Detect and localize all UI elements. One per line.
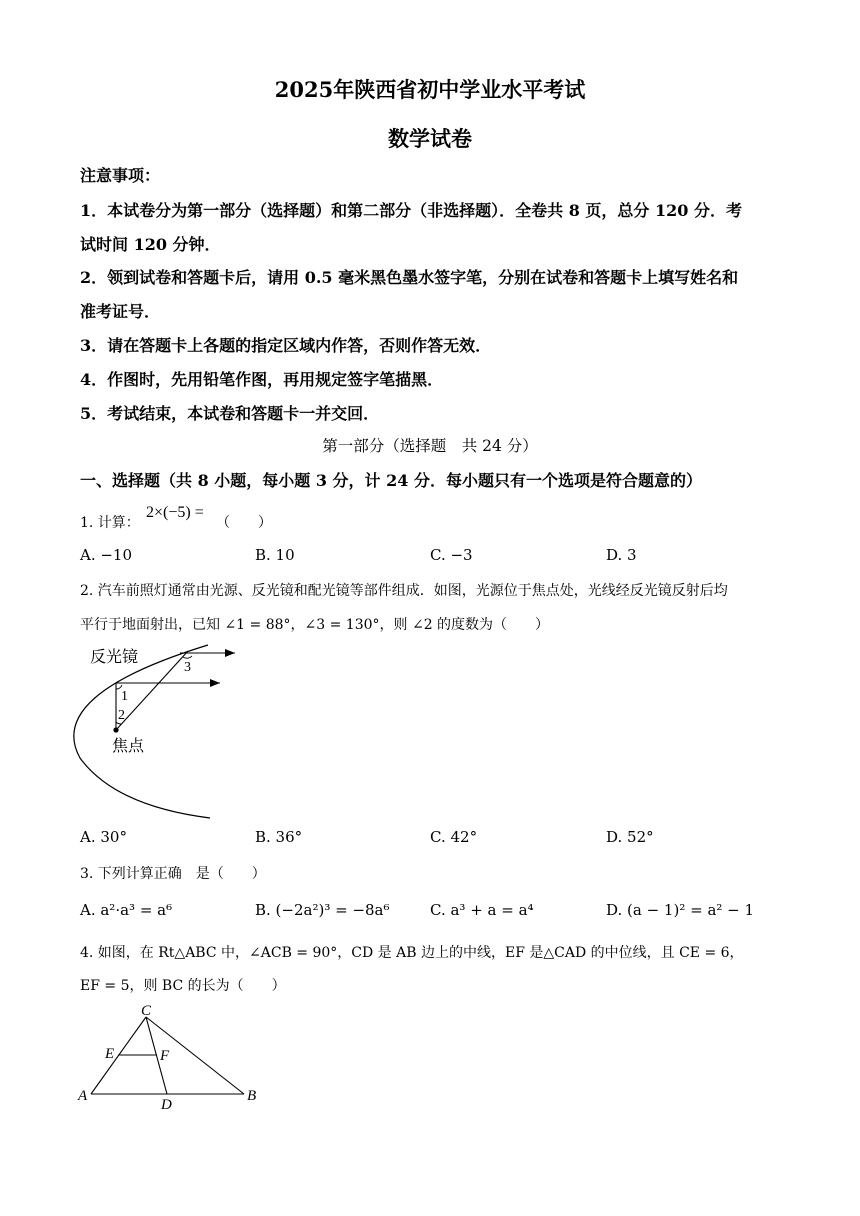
- triangle-figure: [70, 1000, 270, 1115]
- vertex-a-label: A: [78, 1088, 88, 1104]
- exam-title: 2025年陕西省初中学业水平考试: [274, 77, 586, 102]
- note-item-4: 4．作图时，先用铅笔作图，再用规定签字笔描黑．: [80, 370, 444, 389]
- part1-heading: 第一部分（选择题 共 24 分）: [322, 437, 538, 455]
- notes-heading: 注意事项：: [80, 166, 161, 185]
- vertex-b-label: B: [247, 1088, 257, 1104]
- vertex-c-label: C: [141, 1003, 152, 1019]
- point-f-label: F: [160, 1048, 170, 1064]
- top-arrowhead: [225, 649, 235, 657]
- point-e-label: E: [105, 1046, 115, 1062]
- angle-3-label: 3: [184, 660, 191, 675]
- q2-option-c: C. 42°: [430, 828, 478, 846]
- focus-label: 焦点: [112, 738, 145, 755]
- q1-option-d: D. 3: [606, 546, 637, 564]
- note-item-2-line-2: 准考证号．: [80, 302, 161, 321]
- note-item-2-line-1: 2．领到试卷和答题卡后，请用 0.5 毫米黑色墨水签字笔，分别在试卷和答题卡上填写姓名和: [80, 268, 739, 287]
- q2-option-a: A. 30°: [80, 828, 127, 846]
- q3-option-c: C. a³ + a = a⁴: [430, 901, 534, 919]
- q4-stem-line-1: 4. 如图，在 Rt△ABC 中，∠ACB = 90°，CD 是 AB 边上的中线，EF 是△CAD 的中位线，且 CE = 6，: [80, 945, 744, 961]
- q1-prefix: 1. 计算：: [80, 515, 140, 531]
- note-item-1-line-1: 1．本试卷分为第一部分（选择题）和第二部分（非选择题）．全卷共 8 页，总分 120 分．考: [80, 201, 742, 220]
- q2-stem-line-2: 平行于地面射出，已知 ∠1 = 88°，∠3 = 130°，则 ∠2 的度数为（ ）: [80, 617, 550, 633]
- q1-answer-blank: （ ）: [216, 515, 272, 531]
- q1-expression: 2×(−5) =: [146, 504, 204, 521]
- section-heading: 一、选择题（共 8 小题，每小题 3 分，计 24 分．每小题只有一个选项是符合题意的）: [80, 471, 702, 490]
- q1-option-c: C. −3: [430, 546, 473, 564]
- angle-3-arc: [183, 656, 192, 658]
- q4-stem-line-2: EF = 5，则 BC 的长为（ ）: [80, 978, 286, 994]
- q1-option-a: A. −10: [80, 546, 133, 564]
- exam-subtitle: 数学试卷: [388, 126, 472, 151]
- q2-option-d: D. 52°: [606, 828, 654, 846]
- note-item-1-line-2: 试时间 120 分钟．: [80, 235, 221, 254]
- q3-option-b: B. (−2a²)³ = −8a⁶: [255, 901, 390, 919]
- mirror-label: 反光镜: [90, 649, 139, 666]
- headlight-reflector-figure: [70, 640, 240, 825]
- middle-arrowhead: [210, 679, 220, 687]
- focus-point: [113, 727, 118, 732]
- q1-option-b: B. 10: [255, 546, 295, 564]
- point-d-label: D: [161, 1097, 172, 1113]
- q3-option-d: D. (a − 1)² = a² − 1: [606, 901, 755, 919]
- q2-stem-line-1: 2. 汽车前照灯通常由光源、反光镜和配光镜等部件组成．如图，光源位于焦点处，光线经反光镜反射后均: [80, 583, 728, 599]
- q3-option-a: A. a²·a³ = a⁶: [80, 901, 173, 919]
- angle-1-label: 1: [121, 689, 128, 704]
- note-item-5: 5．考试结束，本试卷和答题卡一并交回．: [80, 404, 380, 423]
- angle-2-label: 2: [118, 708, 125, 723]
- note-item-3: 3．请在答题卡上各题的指定区域内作答，否则作答无效．: [80, 336, 492, 355]
- q3-stem: 3. 下列计算正确 是（ ）: [80, 866, 266, 882]
- q2-option-b: B. 36°: [255, 828, 303, 846]
